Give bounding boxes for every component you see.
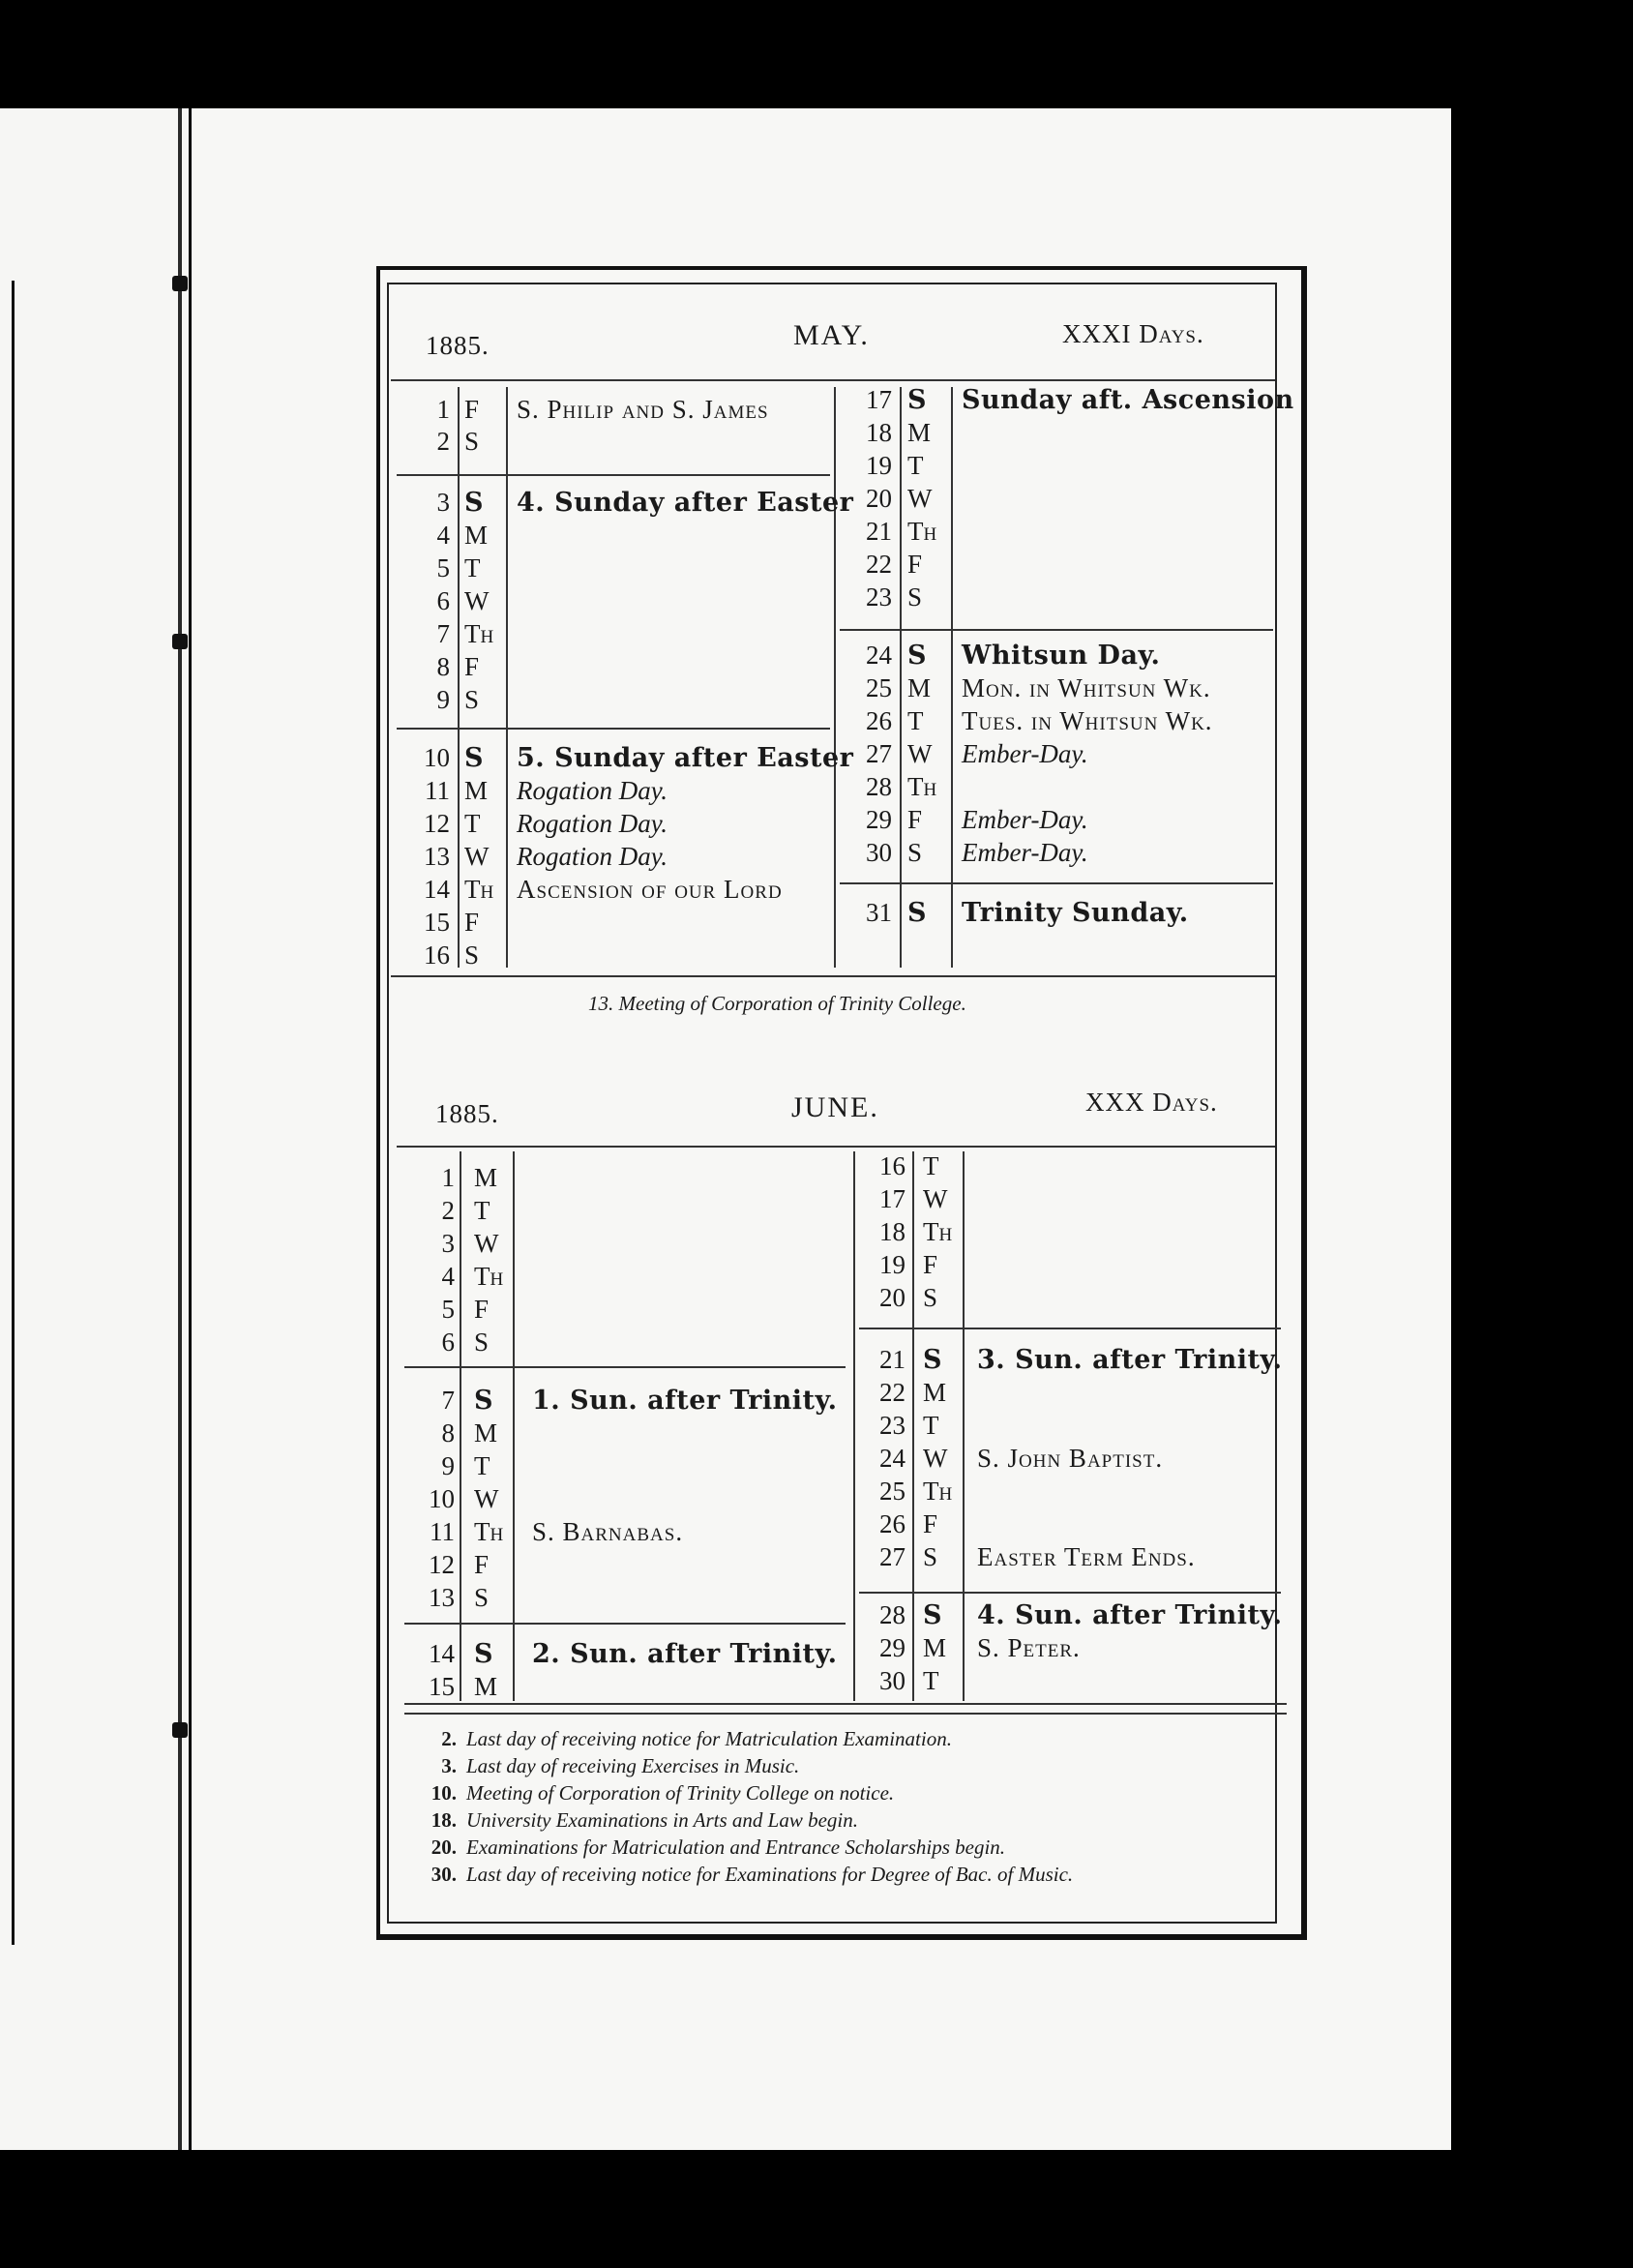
june-week-rule xyxy=(404,1623,846,1625)
june-observance: S. Barnabas. xyxy=(532,1517,684,1546)
may-date-number: 12 xyxy=(424,809,450,838)
may-weekday: T xyxy=(907,706,924,735)
june-weekday: T xyxy=(474,1451,490,1480)
may-weekday: F xyxy=(464,908,480,937)
may-date-number: 3 xyxy=(436,488,450,517)
may-date-number: 22 xyxy=(866,550,892,579)
june-date-number: 16 xyxy=(879,1151,906,1180)
june-weekday: S xyxy=(923,1600,942,1630)
june-weekday: S xyxy=(923,1345,942,1375)
may-weekday: F xyxy=(464,395,480,424)
left-page xyxy=(0,108,189,2150)
may-weekday: M xyxy=(464,521,489,550)
june-weekday: T xyxy=(923,1411,939,1440)
june-observance: 3. Sun. after Trinity. xyxy=(977,1345,1283,1375)
june-header-rule xyxy=(397,1146,1275,1148)
june-date-number: 14 xyxy=(429,1639,455,1668)
june-date-number: 24 xyxy=(879,1444,906,1473)
june-weekday: S xyxy=(474,1639,493,1669)
june-weekday: M xyxy=(474,1418,498,1447)
may-weekday: S xyxy=(907,385,927,415)
june-weekday: W xyxy=(923,1184,948,1213)
june-weekday: W xyxy=(923,1444,948,1473)
may-weekday: F xyxy=(464,652,480,681)
june-weekday: F xyxy=(923,1509,938,1538)
june-date-number: 21 xyxy=(879,1345,906,1374)
may-weekday: S xyxy=(907,838,923,867)
june-weekday: T xyxy=(923,1151,939,1180)
june-date-number: 7 xyxy=(441,1386,455,1415)
june-date-number: 3 xyxy=(441,1229,455,1258)
may-date-number: 30 xyxy=(866,838,892,867)
may-date-number: 21 xyxy=(866,517,892,546)
june-divider xyxy=(963,1151,965,1701)
may-observance: Rogation Day. xyxy=(517,776,668,805)
june-date-number: 26 xyxy=(879,1509,906,1538)
june-weekday: F xyxy=(474,1550,490,1579)
may-date-number: 29 xyxy=(866,805,892,834)
may-weekday: W xyxy=(907,739,933,768)
may-date-number: 28 xyxy=(866,772,892,801)
binding-mark-middle xyxy=(172,634,188,649)
may-year: 1885. xyxy=(426,331,490,360)
may-date-number: 6 xyxy=(436,586,450,615)
may-date-number: 31 xyxy=(866,898,892,927)
june-date-number: 25 xyxy=(879,1477,906,1506)
may-date-number: 14 xyxy=(424,875,450,904)
june-bottom-rule xyxy=(404,1703,1287,1705)
may-date-number: 20 xyxy=(866,484,892,513)
june-date-number: 2 xyxy=(441,1196,455,1225)
may-weekday: S xyxy=(907,582,923,612)
may-observance: S. Philip and S. James xyxy=(517,395,769,424)
may-footnote: 13. Meeting of Corporation of Trinity College. xyxy=(588,992,966,1015)
may-date-number: 18 xyxy=(866,418,892,447)
may-date-number: 8 xyxy=(436,652,450,681)
may-days-count: XXXI Days. xyxy=(1062,319,1204,348)
may-week-rule xyxy=(397,474,830,476)
june-weekday: S xyxy=(474,1386,493,1416)
may-date-number: 23 xyxy=(866,582,892,612)
may-date-number: 19 xyxy=(866,451,892,480)
may-observance: Ember-Day. xyxy=(962,739,1088,768)
may-weekday: Th xyxy=(907,772,937,801)
june-note: 30. Last day of receiving notice for Examinations for Degree of Bac. of Music. xyxy=(431,1863,1074,1886)
may-weekday: S xyxy=(464,743,484,773)
june-days-count: XXX Days. xyxy=(1085,1088,1218,1117)
june-weekday: M xyxy=(923,1378,947,1407)
may-weekday: T xyxy=(907,451,924,480)
may-divider xyxy=(900,387,902,968)
may-weekday: M xyxy=(464,776,489,805)
may-date-number: 15 xyxy=(424,908,450,937)
june-week-rule xyxy=(404,1366,846,1368)
june-date-number: 11 xyxy=(430,1517,455,1546)
may-date-number: 11 xyxy=(425,776,450,805)
may-weekday: T xyxy=(464,809,481,838)
june-date-number: 22 xyxy=(879,1378,906,1407)
may-observance: Rogation Day. xyxy=(517,809,668,838)
june-note: 2. Last day of receiving notice for Matriculation Examination. xyxy=(441,1727,952,1750)
june-divider xyxy=(460,1151,461,1701)
june-date-number: 4 xyxy=(441,1262,455,1291)
june-weekday: F xyxy=(923,1250,938,1279)
may-date-number: 16 xyxy=(424,940,450,970)
june-date-number: 30 xyxy=(879,1666,906,1695)
may-observance: 4. Sunday after Easter xyxy=(517,488,854,518)
may-weekday: S xyxy=(464,940,480,970)
june-weekday: F xyxy=(474,1295,490,1324)
june-date-number: 9 xyxy=(441,1451,455,1480)
may-date-number: 17 xyxy=(866,385,892,414)
june-date-number: 27 xyxy=(879,1542,906,1571)
may-observance: Ember-Day. xyxy=(962,838,1088,867)
may-week-rule xyxy=(397,728,830,730)
may-date-number: 2 xyxy=(436,427,450,456)
may-weekday: S xyxy=(907,641,927,671)
june-year: 1885. xyxy=(435,1099,499,1128)
binding-mark-lower xyxy=(172,1722,188,1738)
may-weekday: T xyxy=(464,553,481,582)
june-observance: 1. Sun. after Trinity. xyxy=(532,1386,838,1416)
june-divider xyxy=(912,1151,914,1701)
june-weekday: S xyxy=(923,1542,938,1571)
june-observance: S. John Baptist. xyxy=(977,1444,1164,1473)
june-divider xyxy=(513,1151,515,1701)
june-date-number: 18 xyxy=(879,1217,906,1246)
may-observance: Tues. in Whitsun Wk. xyxy=(962,706,1213,735)
may-weekday: W xyxy=(907,484,933,513)
june-weekday: M xyxy=(474,1163,498,1192)
may-date-number: 26 xyxy=(866,706,892,735)
may-weekday: M xyxy=(907,673,932,702)
may-date-number: 10 xyxy=(424,743,450,772)
may-week-rule xyxy=(840,882,1273,884)
may-weekday: F xyxy=(907,805,923,834)
may-month-title: MAY. xyxy=(793,319,870,351)
june-weekday: T xyxy=(474,1196,490,1225)
may-weekday: S xyxy=(464,488,484,518)
may-weekday: W xyxy=(464,586,490,615)
may-weekday: Th xyxy=(464,619,494,648)
may-observance: Rogation Day. xyxy=(517,842,668,871)
may-weekday: S xyxy=(907,898,927,928)
june-weekday: W xyxy=(474,1484,499,1513)
may-observance: Mon. in Whitsun Wk. xyxy=(962,673,1211,702)
may-observance: Trinity Sunday. xyxy=(962,898,1189,928)
may-observance: Whitsun Day. xyxy=(962,641,1161,671)
june-observance: Easter Term Ends. xyxy=(977,1542,1196,1571)
june-date-number: 1 xyxy=(441,1163,455,1192)
may-observance: 5. Sunday after Easter xyxy=(517,743,854,773)
june-observance: 4. Sun. after Trinity. xyxy=(977,1600,1283,1630)
june-week-rule xyxy=(859,1328,1281,1329)
may-bottom-rule xyxy=(391,975,1275,977)
may-date-number: 7 xyxy=(436,619,450,648)
june-date-number: 17 xyxy=(879,1184,906,1213)
may-date-number: 27 xyxy=(866,739,892,768)
june-note: 3. Last day of receiving Exercises in Music. xyxy=(441,1754,800,1777)
may-weekday: M xyxy=(907,418,932,447)
june-observance: 2. Sun. after Trinity. xyxy=(532,1639,838,1669)
june-date-number: 20 xyxy=(879,1283,906,1312)
june-date-number: 12 xyxy=(429,1550,455,1579)
may-date-number: 25 xyxy=(866,673,892,702)
june-month-title: JUNE. xyxy=(791,1091,879,1123)
left-page-rule xyxy=(0,281,15,1945)
may-weekday: Th xyxy=(907,517,937,546)
may-observance: Ember-Day. xyxy=(962,805,1088,834)
june-bottom-rule xyxy=(404,1713,1287,1715)
may-date-number: 9 xyxy=(436,685,450,714)
may-weekday: S xyxy=(464,427,480,456)
june-weekday: S xyxy=(474,1328,490,1357)
may-observance: Sunday aft. Ascension xyxy=(962,385,1294,415)
may-observance: Ascension of our Lord xyxy=(517,875,783,904)
may-weekday: Th xyxy=(464,875,494,904)
may-divider xyxy=(951,387,953,968)
june-date-number: 23 xyxy=(879,1411,906,1440)
june-date-number: 15 xyxy=(429,1672,455,1701)
june-date-number: 5 xyxy=(441,1295,455,1324)
june-weekday: Th xyxy=(474,1517,504,1546)
june-date-number: 13 xyxy=(429,1583,455,1612)
may-date-number: 5 xyxy=(436,553,450,582)
may-date-number: 4 xyxy=(436,521,450,550)
june-date-number: 28 xyxy=(879,1600,906,1629)
june-weekday: Th xyxy=(923,1477,953,1506)
june-observance: S. Peter. xyxy=(977,1633,1081,1662)
june-date-number: 6 xyxy=(441,1328,455,1357)
may-weekday: F xyxy=(907,550,923,579)
may-date-number: 13 xyxy=(424,842,450,871)
june-week-rule xyxy=(859,1592,1281,1594)
june-note: 10. Meeting of Corporation of Trinity College on notice. xyxy=(431,1781,895,1805)
may-week-rule xyxy=(840,629,1273,631)
june-date-number: 29 xyxy=(879,1633,906,1662)
june-weekday: M xyxy=(474,1672,498,1701)
may-weekday: S xyxy=(464,685,480,714)
june-weekday: T xyxy=(923,1666,939,1695)
binding-mark-top xyxy=(172,276,188,291)
june-date-number: 19 xyxy=(879,1250,906,1279)
june-note: 20. Examinations for Matriculation and Entrance Scholarships begin. xyxy=(431,1835,1006,1859)
june-weekday: M xyxy=(923,1633,947,1662)
may-date-number: 24 xyxy=(866,641,892,670)
may-date-number: 1 xyxy=(436,395,450,424)
may-weekday: W xyxy=(464,842,490,871)
june-weekday: S xyxy=(474,1583,490,1612)
june-note: 18. University Examinations in Arts and Law begin. xyxy=(431,1808,859,1832)
june-weekday: Th xyxy=(923,1217,953,1246)
page-gutter xyxy=(178,108,182,2150)
june-weekday: W xyxy=(474,1229,499,1258)
june-weekday: S xyxy=(923,1283,938,1312)
may-header-rule xyxy=(391,379,1275,381)
june-date-number: 8 xyxy=(441,1418,455,1447)
june-weekday: Th xyxy=(474,1262,504,1291)
june-date-number: 10 xyxy=(429,1484,455,1513)
